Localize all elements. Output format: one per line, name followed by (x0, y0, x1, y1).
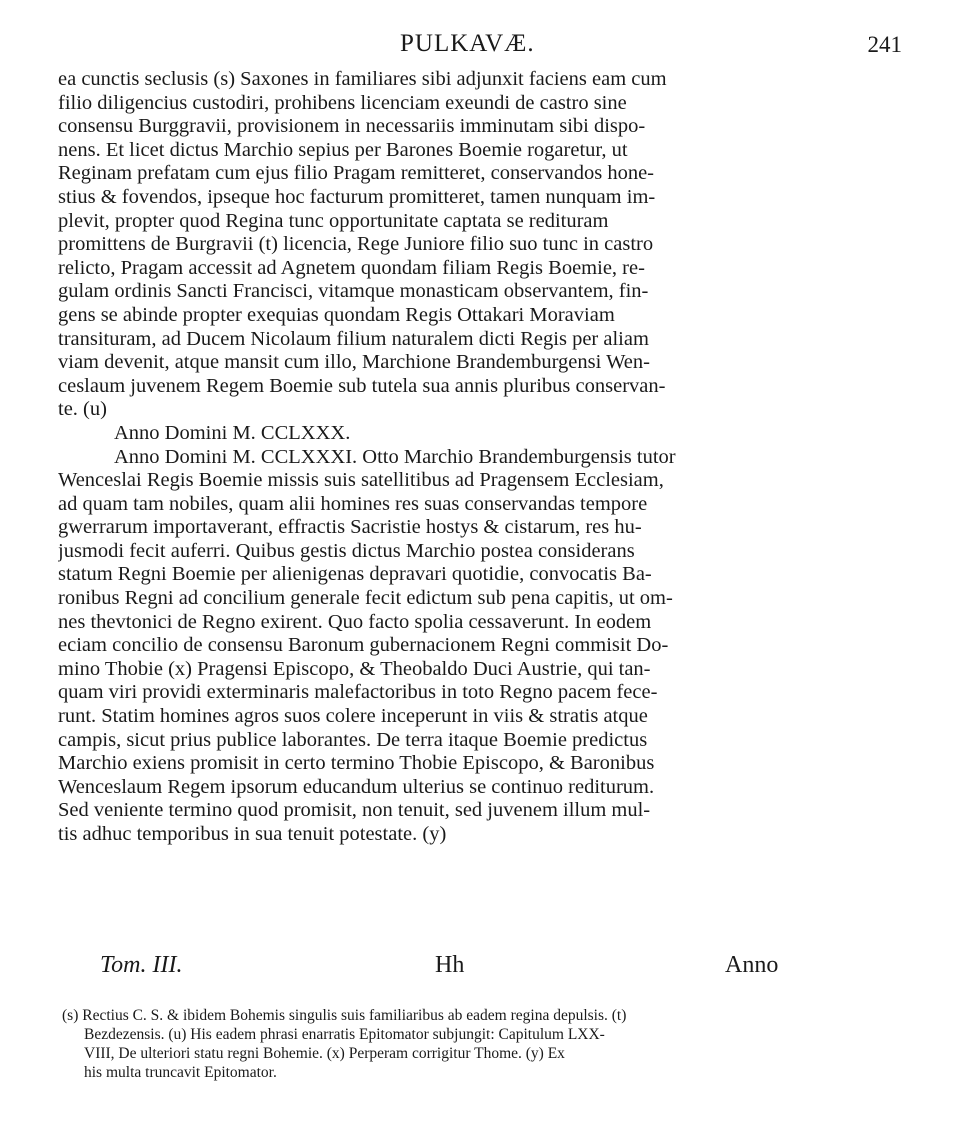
text-line: quam viri providi exterminaris malefactoribus in toto Regno pacem fece- (58, 681, 658, 704)
text-line: transituram, ad Ducem Nicolaum filium naturalem dicti Regis per aliam (58, 327, 649, 350)
running-head (60, 30, 902, 60)
text-line: gens se abinde propter exequias quondam Regis Ottakari Moraviam (58, 303, 615, 326)
text-line: eciam concilio de consensu Baronum gubernacionem Regni commisit Do- (58, 634, 669, 657)
text-line: campis, sicut prius publice laborantes. De terra itaque Boemie predictus (58, 728, 648, 751)
text-line: ea cunctis seclusis (s) Saxones in familiares sibi adjunxit faciens eam cum (58, 68, 667, 90)
text-line: ronibus Regni ad concilium generale fecit edictum sub pena capitis, ut om- (58, 587, 673, 610)
running-title: PULKAVÆ. (400, 30, 535, 57)
footnote-line: Bezdezensis. (u) His eadem phrasi enarratis Epitomator subjungit: Capitulum LXX- (84, 1026, 605, 1043)
text-line: Sed veniente termino quod promisit, non tenuit, sed juvenem illum mul- (58, 799, 651, 822)
text-line: Anno Domini M. CCLXXXI. Otto Marchio Brandemburgensis tutor (114, 445, 676, 468)
year-heading: Anno Domini M. CCLXXX. (114, 421, 351, 444)
footnote-line: (s) Rectius C. S. & ibidem Bohemis singulis suis familiaribus ab eadem regina depulsis. (t) (62, 1007, 627, 1024)
footnote-line: VIII, De ulteriori statu regni Bohemie. (x) Perperam corrigitur Thome. (y) Ex (84, 1045, 565, 1062)
signature-mark: Hh (435, 952, 465, 978)
signature-line (100, 952, 800, 982)
footnote-line: his multa truncavit Epitomator. (84, 1064, 277, 1081)
text-line: ceslaum juvenem Regem Boemie sub tutela sua annis pluribus conservan- (58, 374, 666, 397)
text-line: runt. Statim homines agros suos colere inceperunt in viis & stratis atque (58, 705, 648, 728)
text-line: Wenceslai Regis Boemie missis suis satellitibus ad Pragensem Ecclesiam, (58, 469, 664, 492)
text-line: nens. Et licet dictus Marchio sepius per Barones Boemie rogaretur, ut (58, 138, 628, 161)
text-line: plevit, propter quod Regina tunc opportunitate captata se redituram (58, 209, 609, 232)
body-text (58, 68, 858, 847)
page-number: 241 (867, 32, 902, 57)
text-line: promittens de Burgravii (t) licencia, Rege Juniore filio suo tunc in castro (58, 233, 654, 256)
text-line: jusmodi fecit auferri. Quibus gestis dictus Marchio postea considerans (58, 539, 635, 562)
text-line: ad quam tam nobiles, quam alii homines res suas conservandas tempore (58, 492, 648, 515)
volume-mark: Tom. III. (100, 952, 183, 978)
text-line: Reginam prefatam cum ejus filio Pragam remitteret, conservandos hone- (58, 162, 655, 185)
text-line: nes thevtonici de Regno exirent. Quo facto spolia cessaverunt. In eodem (58, 610, 652, 633)
text-line: filio diligencius custodiri, prohibens licenciam exeundi de castro sine (58, 91, 627, 114)
text-line: mino Thobie (x) Pragensi Episcopo, & Theobaldo Duci Austrie, qui tan- (58, 657, 651, 680)
text-line: gulam ordinis Sancti Francisci, vitamque monasticam observantem, fin- (58, 280, 649, 303)
text-line: relicto, Pragam accessit ad Agnetem quondam filiam Regis Boemie, re- (58, 256, 645, 279)
text-line: Wenceslaum Regem ipsorum educandum ulterius se continuo rediturum. (58, 775, 655, 798)
text-line: gwerrarum importaverant, effractis Sacristie hostys & cistarum, res hu- (58, 516, 642, 539)
text-line: consensu Burggravii, provisionem in necessariis imminutam sibi dispo- (58, 115, 646, 138)
text-line: tis adhuc temporibus in sua tenuit potestate. (y) (58, 823, 447, 845)
text-line: viam devenit, atque mansit cum illo, Marchione Brandemburgensi Wen- (58, 351, 650, 374)
text-line: Marchio exiens promisit in certo termino Thobie Episcopo, & Baronibus (58, 752, 655, 775)
text-line: te. (u) (58, 398, 107, 421)
catchword: Anno (725, 952, 779, 978)
footnotes (62, 1006, 852, 1082)
text-line: statum Regni Boemie per alienigenas depravari quotidie, convocatis Ba- (58, 563, 652, 586)
text-line: stius & fovendos, ipseque hoc facturum promitteret, tamen nunquam im- (58, 185, 656, 208)
